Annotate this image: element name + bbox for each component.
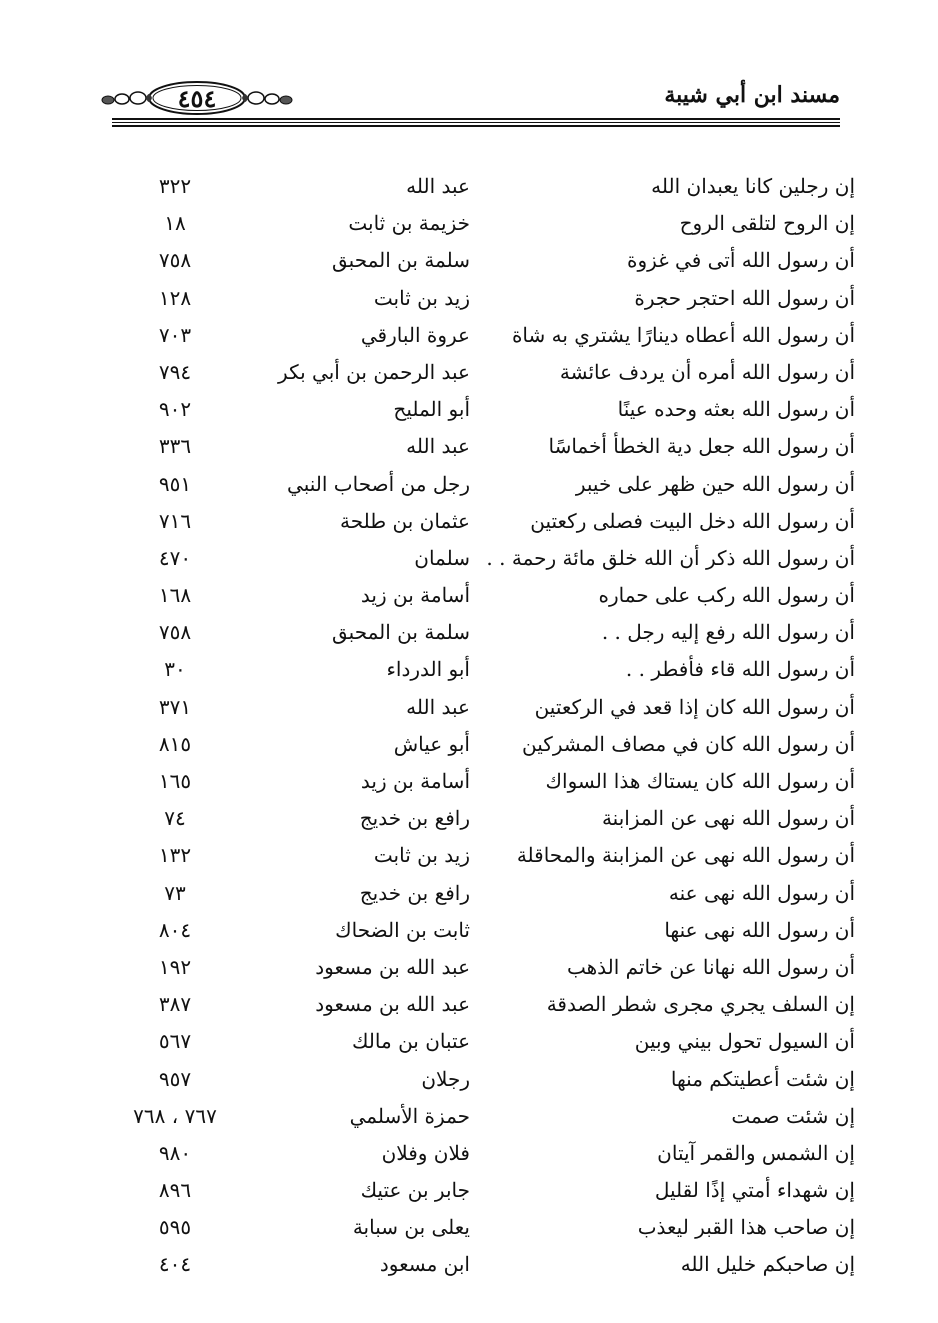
narrator-name: حمزة الأسلمي — [349, 1103, 470, 1128]
index-row — [120, 1061, 855, 1098]
narrator-name: زيد بن ثابت — [373, 285, 470, 310]
narrator-name: عتبان بن مالك — [351, 1029, 470, 1054]
page-reference: ٧١٦ — [158, 508, 192, 533]
index-row — [120, 205, 855, 242]
index-row — [120, 1135, 855, 1172]
hadith-text: إن صاحب هذا القبر ليعذب — [637, 1215, 855, 1240]
index-row — [120, 168, 855, 205]
hadith-text: أن رسول الله أعطاه دينارًا يشتري به شاة — [511, 322, 855, 347]
narrator-name: عبد الله — [406, 694, 470, 719]
hadith-text: إن الروح لتلقى الروح — [679, 211, 855, 236]
page-reference: ٣٢٢ — [158, 174, 192, 198]
hadith-text: إن شئت صمت — [731, 1103, 855, 1128]
page-reference: ٧٠٣ — [158, 322, 192, 347]
page-reference: ٥٦٧ — [158, 1029, 192, 1054]
narrator-name: أبو المليح — [393, 397, 470, 422]
narrator-name: عبد الله بن مسعود — [315, 992, 470, 1017]
narrator-name: زيد بن ثابت — [373, 843, 470, 868]
index-row — [120, 689, 855, 726]
page-reference: ١٦٥ — [158, 769, 192, 793]
index-row — [120, 1098, 855, 1135]
page-reference: ٣٠ — [164, 657, 186, 682]
hadith-text: إن شئت أعطيتكم منها — [670, 1066, 855, 1091]
narrator-name: رجل من أصحاب النبي — [287, 471, 470, 496]
page-reference: ٣٨٧ — [158, 992, 192, 1017]
index-row — [120, 949, 855, 986]
narrator-name: أبو الدرداء — [386, 657, 470, 682]
hadith-text: إن صاحبكم خليل الله — [680, 1252, 855, 1277]
hadith-text: أن رسول الله رفع إليه رجل . . — [601, 620, 855, 645]
hadith-text: أن السيول تحول بيني وبين — [634, 1029, 855, 1054]
hadith-text: أن رسول الله كان في مصاف المشركين — [522, 731, 855, 756]
narrator-name: يعلى بن سبابة — [352, 1215, 470, 1240]
page-reference: ٩٥١ — [158, 471, 192, 496]
page-header — [100, 78, 840, 138]
narrator-name: عثمان بن طلحة — [340, 508, 470, 533]
page-reference: ٧٣ — [164, 880, 186, 905]
hadith-text: أن رسول الله نهى عن المزابنة — [601, 806, 855, 831]
hadith-text: أن رسول الله قاء فأفطر . . — [625, 657, 855, 682]
page-reference: ٧٥٨ — [158, 248, 192, 273]
index-row — [120, 726, 855, 763]
page-reference: ٤٧٠ — [158, 545, 192, 570]
narrator-name: عبد الله — [406, 434, 470, 459]
page-reference: ٣٣٦ — [158, 434, 192, 459]
narrator-name: جابر بن عتيك — [360, 1178, 470, 1203]
hadith-text: أن رسول الله ذكر أن الله خلق مائة رحمة . . — [486, 545, 855, 570]
narrator-name: سلمة بن المحبق — [331, 248, 470, 273]
index-row — [120, 317, 855, 354]
index-row — [120, 540, 855, 577]
index-row — [120, 763, 855, 800]
narrator-name: خزيمة بن ثابت — [348, 211, 470, 236]
hadith-text: أن رسول الله نهى عنه — [668, 880, 855, 905]
hadith-text: أن رسول الله نهى عنها — [664, 917, 855, 942]
index-row — [120, 242, 855, 279]
hadith-text: إن رجلين كانا يعبدان الله — [651, 174, 855, 198]
narrator-name: أسامة بن زيد — [360, 583, 470, 608]
page-reference: ٣٧١ — [158, 694, 192, 719]
page-number: ٤٥٤ — [177, 84, 217, 113]
page-reference: ٩٠٢ — [158, 397, 192, 422]
page-reference: ٨٩٦ — [158, 1178, 192, 1203]
index-row — [120, 986, 855, 1023]
hadith-text: أن رسول الله ركب على حماره — [598, 583, 855, 608]
hadith-text: أن رسول الله كان إذا قعد في الركعتين — [534, 694, 855, 719]
hadith-text: إن شهداء أمتي إذًا لقليل — [654, 1178, 855, 1203]
page-reference: ٥٩٥ — [158, 1215, 192, 1240]
narrator-name: ابن مسعود — [379, 1252, 470, 1277]
hadith-text: أن رسول الله بعثه وحده عينًا — [617, 397, 855, 422]
page-reference: ٩٥٧ — [158, 1066, 192, 1091]
narrator-name: رافع بن خديج — [359, 880, 470, 905]
index-row — [120, 800, 855, 837]
hadith-text: أن رسول الله دخل البيت فصلى ركعتين — [530, 508, 855, 533]
hadith-text: أن رسول الله أتى في غزوة — [627, 248, 855, 273]
hadith-text: أن رسول الله أمره أن يردف عائشة — [559, 359, 855, 384]
page-reference: ٧٤ — [164, 806, 186, 831]
page-reference: ٨٠٤ — [158, 917, 192, 942]
book-title: مسند ابن أبي شيبة — [664, 82, 840, 108]
page-reference: ٧٥٨ — [158, 620, 192, 645]
page-reference: ١٦٨ — [158, 583, 192, 608]
index-row — [120, 912, 855, 949]
page-reference: ١٨ — [164, 211, 186, 236]
page-reference: ١٣٢ — [158, 843, 192, 868]
page-reference: ٧٩٤ — [158, 359, 192, 384]
hadith-text: أن رسول الله حين ظهر على خيبر — [575, 471, 855, 496]
index-row — [120, 614, 855, 651]
hadith-text: إن الشمس والقمر آيتان — [657, 1140, 855, 1165]
hadith-index-list — [120, 168, 855, 1284]
index-row — [120, 577, 855, 614]
hadith-text: أن رسول الله نهانا عن خاتم الذهب — [566, 954, 855, 979]
hadith-text: إن السلف يجري مجرى شطر الصدقة — [546, 992, 855, 1017]
hadith-text: أن رسول الله احتجر حجرة — [634, 285, 855, 310]
page-reference: ٩٨٠ — [158, 1140, 192, 1165]
page-reference: ٧٦٧ ، ٧٦٨ — [133, 1103, 217, 1128]
narrator-name: رافع بن خديج — [359, 806, 470, 831]
narrator-name: رجلان — [421, 1066, 470, 1091]
narrator-name: أسامة بن زيد — [360, 769, 470, 793]
page-reference: ١٩٢ — [158, 954, 192, 979]
hadith-text: أن رسول الله جعل دية الخطأ أخماسًا — [548, 434, 855, 459]
index-row — [120, 503, 855, 540]
narrator-name: فلان وفلان — [381, 1140, 470, 1165]
index-row — [120, 428, 855, 465]
index-row — [120, 1209, 855, 1246]
narrator-name: عروة البارقي — [360, 322, 470, 347]
index-row — [120, 280, 855, 317]
narrator-name: عبد الله بن مسعود — [315, 954, 470, 979]
narrator-name: سلمة بن المحبق — [331, 620, 470, 645]
index-row — [120, 466, 855, 503]
narrator-name: ثابت بن الضحاك — [335, 917, 470, 942]
narrator-name: عبد الله — [406, 174, 470, 198]
hadith-text: أن رسول الله كان يستاك هذا السواك — [545, 769, 855, 793]
page-reference: ١٢٨ — [158, 285, 192, 310]
page-reference: ٤٠٤ — [158, 1252, 192, 1277]
narrator-name: عبد الرحمن بن أبي بكر — [278, 359, 470, 384]
index-row — [120, 651, 855, 688]
page-reference: ٨١٥ — [158, 731, 192, 756]
index-row — [120, 875, 855, 912]
index-row — [120, 837, 855, 874]
header-rule — [112, 118, 840, 130]
index-row — [120, 391, 855, 428]
hadith-text: أن رسول الله نهى عن المزابنة والمحاقلة — [516, 843, 855, 868]
index-row — [120, 354, 855, 391]
index-row — [120, 1023, 855, 1060]
narrator-name: أبو عياش — [393, 731, 470, 756]
index-row — [120, 1172, 855, 1209]
narrator-name: سلمان — [414, 545, 470, 570]
index-row — [120, 1246, 855, 1283]
